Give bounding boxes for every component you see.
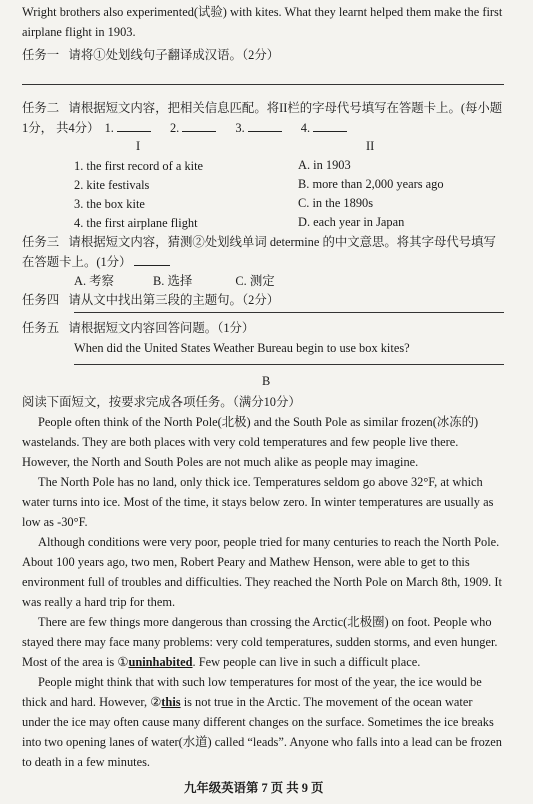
section-b-instruction: 阅读下面短文，按要求完成各项任务。（满分10分） <box>22 395 301 409</box>
task2-blank-3-label: 3. <box>235 121 245 135</box>
passage-line: There are few things more dangerous than crossing the Arctic(北极圈) on foot. People who <box>38 615 492 629</box>
task2-blank-3[interactable] <box>248 121 282 132</box>
task2-col1-item: 1. the first record of a kite <box>74 159 204 173</box>
page-footer: 九年级英语第 7 页 共 9 页 <box>184 781 324 795</box>
task2-col1-item: 3. the box kite <box>74 197 145 211</box>
passage-line: was really a hard trip for them. <box>22 595 176 609</box>
task4-answer-line[interactable] <box>74 312 504 313</box>
task3-option-b: B. 选择 <box>153 274 193 288</box>
passage-line: to death in a few minutes. <box>22 755 151 769</box>
passage-line: under the ice may often cause many different changes on the surface. Sometimes the ice breaks <box>22 715 494 729</box>
task2-blank-1[interactable] <box>117 121 151 132</box>
task2-blank-1-label: 1. <box>104 121 114 135</box>
passage-line: into two opening lanes of water(水道) called “leads”. Anyone who falls into a lead can be frozen <box>22 735 502 749</box>
task3-option-c: C. 测定 <box>235 274 275 288</box>
passage-line: However, the North and South Poles are not much alike as people may imagine. <box>22 455 419 469</box>
task1-answer-line[interactable] <box>22 84 504 85</box>
task2-blank-2-label: 2. <box>169 121 180 135</box>
task2-blank-2[interactable] <box>182 121 216 132</box>
task5-label: 任务五 <box>22 321 60 335</box>
underlined-word-this: this <box>161 695 181 709</box>
task4-text: 请从文中找出第三段的主题句。（2分） <box>68 293 280 307</box>
task3-line-1 <box>22 234 496 250</box>
task2-score: 1分， 共4分） <box>22 121 100 135</box>
intro-line-1: Wright brothers also experimented(试验) with kites. What they learnt helped them make the first <box>22 5 503 19</box>
passage-line: stayed there may face many problems: very cold temperatures, sudden storms, and even hunger. <box>22 635 498 649</box>
task4 <box>22 292 279 308</box>
task3-text: 请根据短文内容，猜测②处划线单词 determine 的中文意思。将其字母代号填写 <box>68 235 496 249</box>
underlined-word-uninhabited: uninhabited <box>128 655 193 669</box>
task3-label: 任务三 <box>22 235 60 249</box>
passage-line-underlined-2: thick and hard. However, ②this is not true in the Arctic. The movement of the ocean water <box>22 695 473 709</box>
passage-line: low as -30°F. <box>22 515 88 529</box>
task2-line-1 <box>22 100 502 116</box>
passage-line: People often think of the North Pole(北极) and the South Pole as similar frozen(冰冻的) <box>38 415 479 429</box>
passage-line: water turns into ice. Most of the time, it stays below zero. In winter temperatures are usually as <box>22 495 494 509</box>
task3-blank[interactable] <box>134 255 170 266</box>
task2-col2-item: C. in the 1890s <box>298 196 374 210</box>
passage-line: environment full of troubles and difficulties. They reached the North Pole on March 8th, 1909. It <box>22 575 502 589</box>
task5-question: When did the United States Weather Bureau begin to use box kites? <box>74 341 410 355</box>
task2-col2-item: B. more than 2,000 years ago <box>298 177 444 191</box>
task2-col1-item: 2. kite festivals <box>74 178 150 192</box>
passage-line: wastelands. They are both places with very cold temperatures and few people live there. <box>22 435 459 449</box>
task2-col2-header: II <box>366 139 375 153</box>
passage-line-underlined-1: Most of the area is ①uninhabited. Few people can live in such a difficult place. <box>22 655 421 669</box>
task2-label: 任务二 <box>22 101 60 115</box>
task2-blank-4-label: 4. <box>300 121 311 135</box>
passage-line: Although conditions were very poor, people tried for many centuries to reach the North Pole. <box>38 535 500 549</box>
passage-line: The North Pole has no land, only thick ice. Temperatures seldom go above 32°F, at which <box>38 475 483 489</box>
task2-col1-item: 4. the first airplane flight <box>74 216 198 230</box>
passage-line: About 100 years ago, two men, Robert Peary and Mathew Henson, were able to get to this <box>22 555 470 569</box>
task5-text: 请根据短文内容回答问题。（1分） <box>68 321 255 335</box>
task5-answer-line[interactable] <box>74 364 504 365</box>
task1-label: 任务一 <box>22 48 60 62</box>
task3-option-a: A. 考察 <box>74 274 114 288</box>
task5 <box>22 320 254 336</box>
marker-1: ① <box>117 655 129 669</box>
task4-label: 任务四 <box>22 293 60 307</box>
task2-col2-item: D. each year in Japan <box>298 215 405 229</box>
task3-line-2 <box>22 254 170 270</box>
task3-options <box>74 273 275 289</box>
task2-line-2 <box>22 120 347 136</box>
intro-line-2: airplane flight in 1903. <box>22 25 136 39</box>
task3-text-2: 在答题卡上。(1分） <box>22 255 132 269</box>
section-b-title: B <box>262 374 271 388</box>
marker-2: ② <box>150 695 162 709</box>
task2-col1-header: I <box>136 139 141 153</box>
task2-text: 请根据短文内容，把相关信息匹配。将II栏的字母代号填写在答题卡上。(每小题 <box>68 101 503 115</box>
task1 <box>22 47 279 63</box>
task2-col2-item: A. in 1903 <box>298 158 351 172</box>
passage-line: People might think that with such low temperatures for most of the year, the ice would be <box>38 675 482 689</box>
task1-text: 请将①处划线句子翻译成汉语。（2分） <box>68 48 280 62</box>
task2-blank-4[interactable] <box>313 121 347 132</box>
